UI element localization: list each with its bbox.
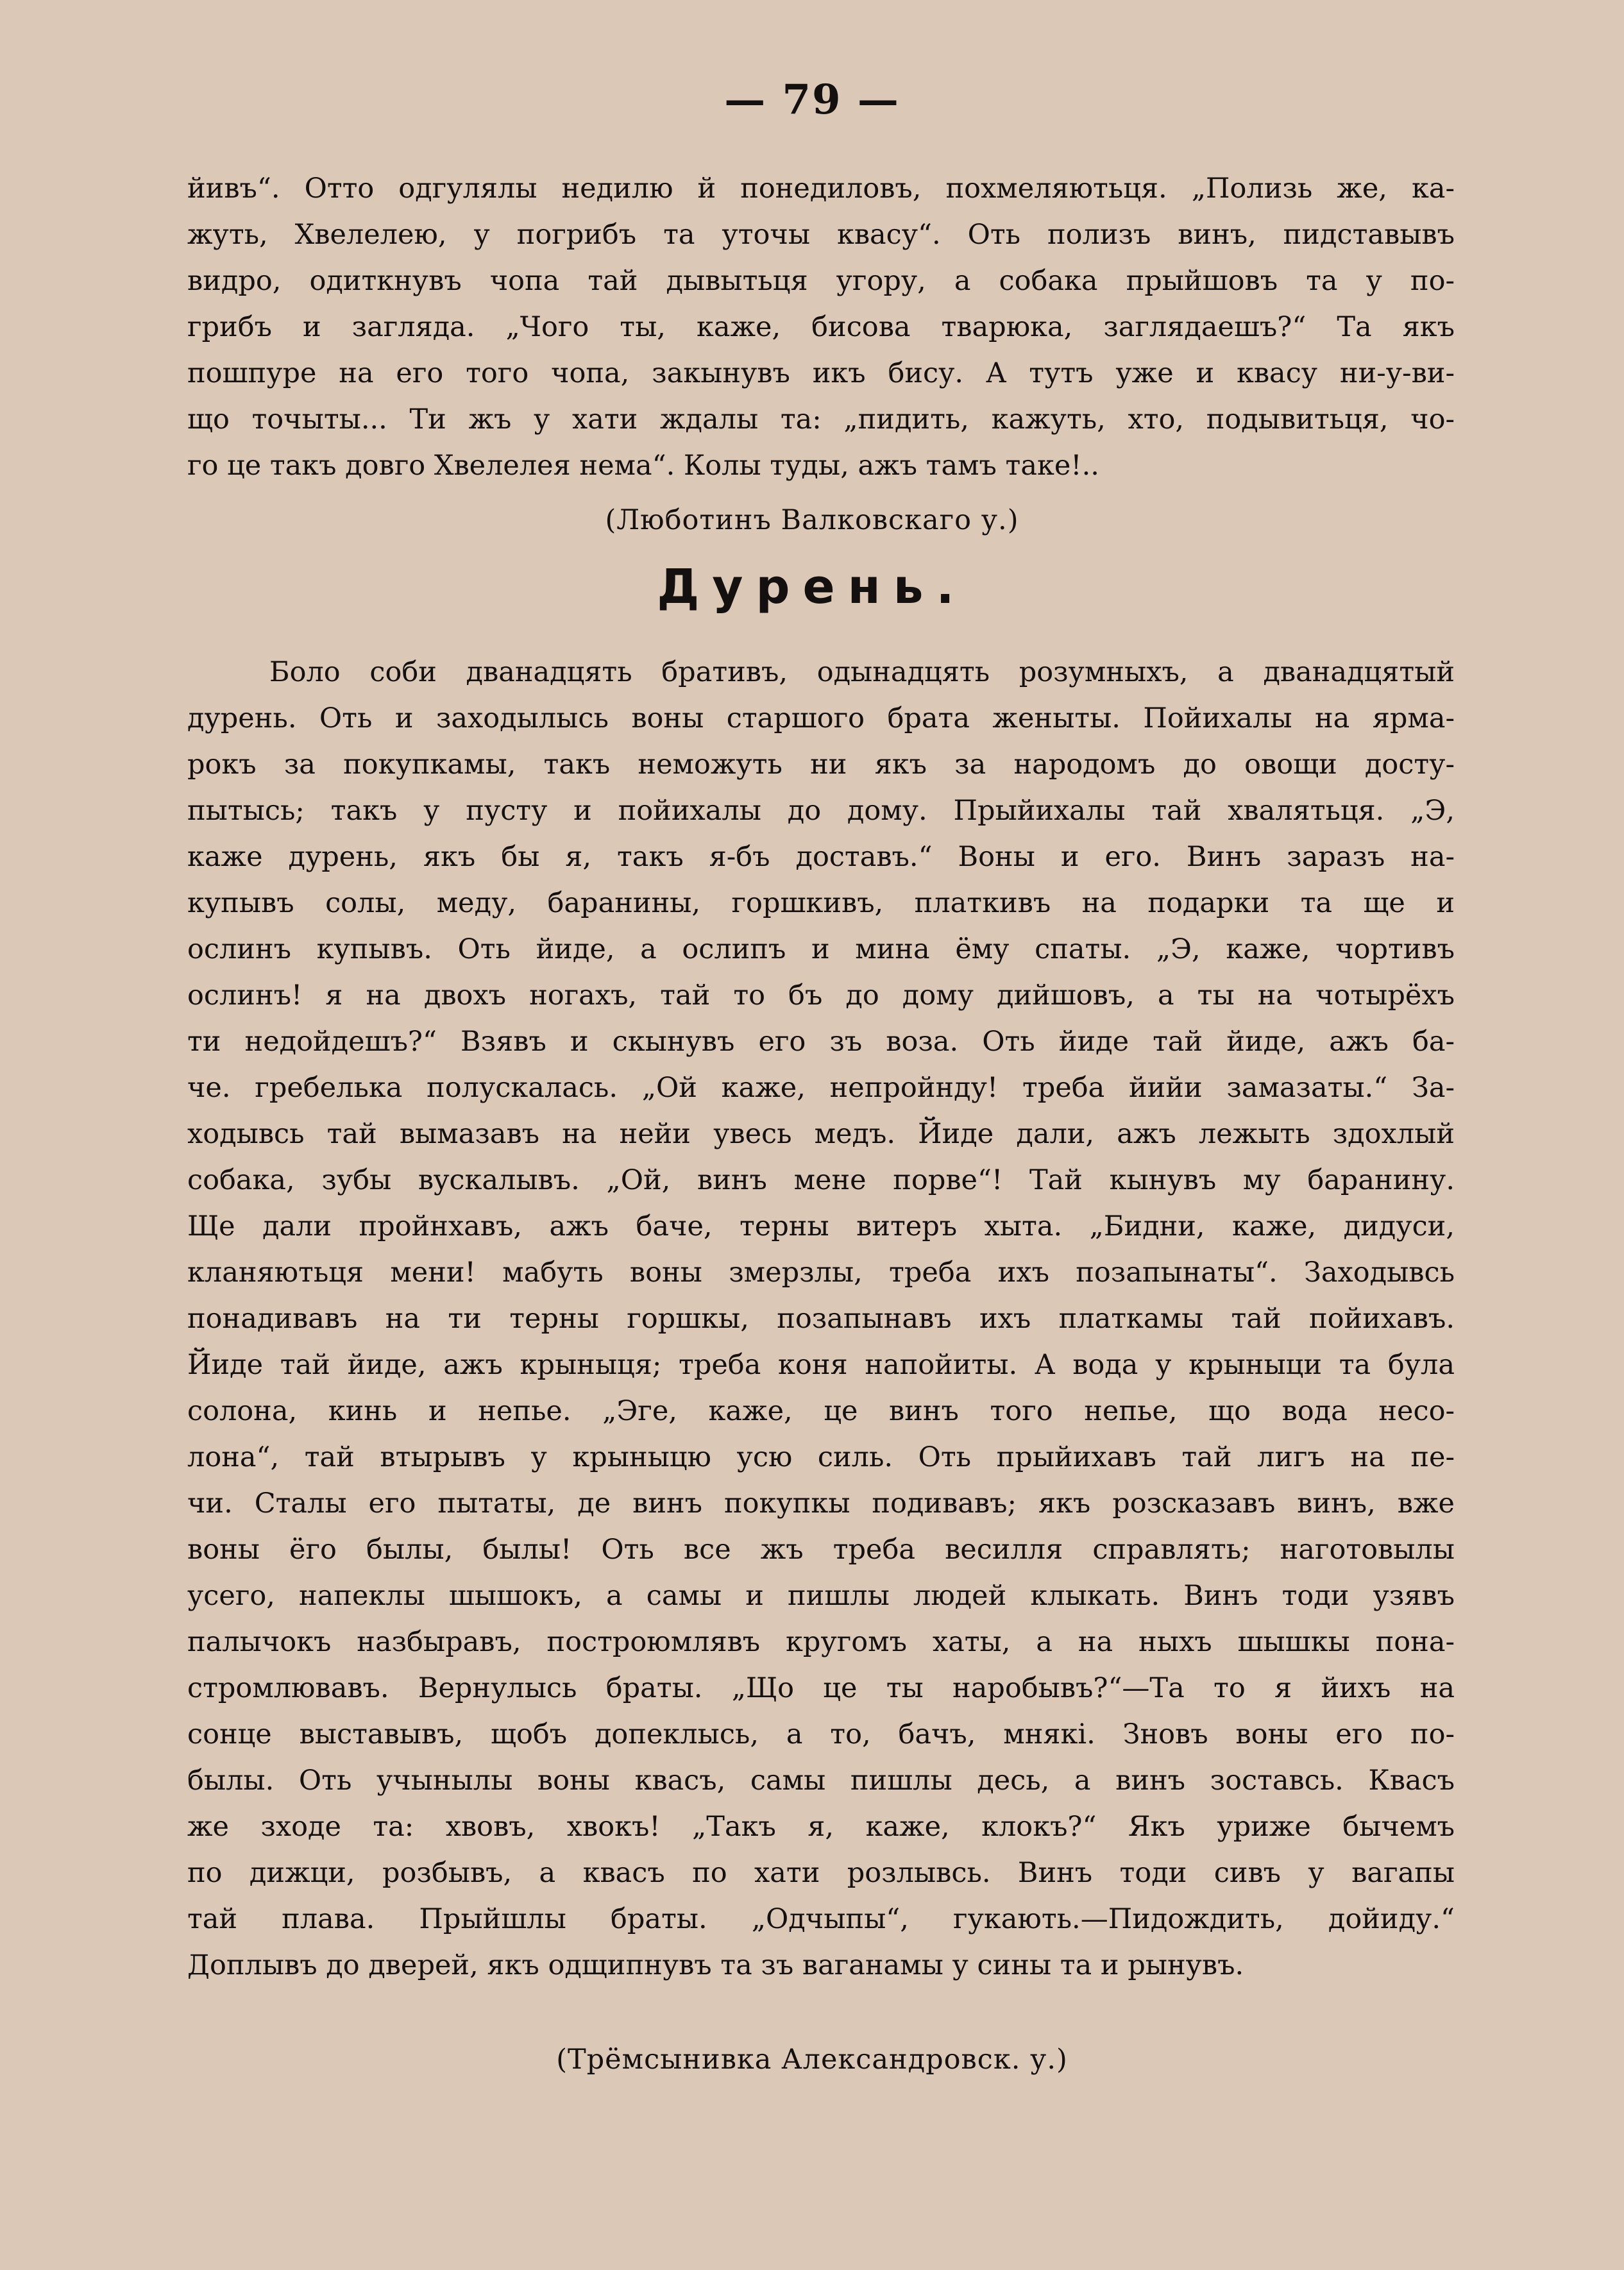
text-line: лона“, тай втырывъ у крыныцю усю силь. Оть прыйихавъ тай лигъ на пе- <box>187 1441 1455 1473</box>
text-line: солона, кинь и непье. „Эге, каже, це винъ того непье, що вода несо- <box>187 1395 1455 1427</box>
text-line: йивъ“. Отто одгулялы недилю й понедиловъ, похмеляютьця. „Полизь же, ка- <box>187 173 1455 205</box>
story2-source: (Трёмсынивка Александровск. у.) <box>556 2044 1068 2076</box>
text-line: ослинъ купывъ. Оть йиде, а ослипъ и мина ёму спаты. „Э, каже, чортивъ <box>187 933 1455 965</box>
text-line: купывъ солы, меду, баранины, горшкивъ, платкивъ на подарки та ще и <box>187 887 1455 919</box>
story1-source: (Люботинъ Валковскаго у.) <box>605 504 1019 536</box>
text-line: воны ёго былы, былы! Оть все жъ треба весилля справлять; наготовылы <box>187 1534 1455 1566</box>
text-line: видро, одиткнувъ чопа тай дывытьця угору, а собака прыйшовъ та у по- <box>187 265 1455 297</box>
text-line: пошпуре на его того чопа, закынувъ икъ бису. А тутъ уже и квасу ни-у-ви- <box>187 357 1455 389</box>
text-line: жуть, Хвелелею, у погрибъ та уточы квасу“. Оть полизъ винъ, пидставывъ <box>187 219 1455 251</box>
text-line: Доплывъ до дверей, якъ одщипнувъ та зъ ваганамы у сины та и рынувъ. <box>187 1949 1244 1981</box>
text-line: палычокъ назбыравъ, построюмлявъ кругомъ хаты, а на ныхъ шышкы пона- <box>187 1626 1455 1658</box>
story2-title: Дурень. <box>657 559 967 614</box>
text-line: Йиде тай йиде, ажъ крыныця; треба коня напойиты. А вода у крыныци та була <box>187 1349 1455 1381</box>
story1-text <box>187 165 1455 489</box>
story2-text <box>187 649 1455 1988</box>
text-line: що точыты... Ти жъ у хати ждалы та: „пидить, кажуть, хто, подывитьця, чо- <box>187 403 1455 436</box>
text-line: Боло соби дванадцять бративъ, одынадцять розумныхъ, а дванадцятый <box>269 656 1455 688</box>
text-line: Ще дали пройнхавъ, ажъ баче, терны витеръ хыта. „Бидни, каже, дидуси, <box>187 1210 1455 1242</box>
text-line: по дижци, розбывъ, а квасъ по хати розлывсь. Винъ тоди сивъ у вaгапы <box>187 1857 1455 1889</box>
text-line: ослинъ! я на двохъ ногахъ, тай то бъ до дому дийшовъ, а ты на чотырёхъ <box>187 979 1455 1012</box>
text-line: же зходе та: хвовъ, хвокъ! „Такъ я, каже, клокъ?“ Якъ уриже бычемъ <box>187 1811 1455 1843</box>
text-line: ти недойдешъ?“ Взявъ и скынувъ его зъ воза. Оть йиде тай йиде, ажъ ба- <box>187 1026 1455 1058</box>
text-line: былы. Оть учынылы воны квасъ, самы пишлы десь, а винъ зоставсь. Квасъ <box>187 1765 1455 1797</box>
text-line: че. гребелька полускалась. „Ой каже, непройнду! треба йийи замазаты.“ За- <box>187 1072 1455 1104</box>
text-line: ходывсь тай вымазавъ на нейи увесь медъ. Йиде дали, ажъ лежыть здохлый <box>187 1118 1455 1150</box>
text-line: собака, зубы вyскалывъ. „Ой, винъ мене порве“! Тай кынувъ му баранину. <box>187 1164 1455 1196</box>
text-line: тай плава. Прыйшлы браты. „Одчыпы“, гукають.—Пидождить, дойиду.“ <box>187 1903 1455 1935</box>
text-line: кланяютьця мени! мабуть воны змерзлы, треба ихъ позапынаты“. Заходывсь <box>187 1257 1455 1289</box>
text-line: го це такъ довго Хвелелея нема“. Колы туды, ажъ тамъ таке!.. <box>187 450 1099 482</box>
text-line: сонце выставывъ, щобъ допеклысь, а то, бачъ, мнякi. Зновъ воны его по- <box>187 1718 1455 1750</box>
text-line: каже дурень, якъ бы я, такъ я-бъ доставъ.“ Воны и его. Винъ заразъ на- <box>187 841 1455 873</box>
text-line: стромлювавъ. Вернулысь браты. „Що це ты наробывъ?“—Та то я йихъ на <box>187 1672 1455 1704</box>
text-line: рокъ за покупкамы, такъ неможуть ни якъ за народомъ до овощи досту- <box>187 749 1455 781</box>
text-line: дурень. Оть и заходылысь воны старшого брата женыты. Пойихалы на ярма- <box>187 702 1455 734</box>
text-line: грибъ и заглядa. „Чого ты, каже, бисова тварюка, заглядаешъ?“ Та якъ <box>187 311 1455 343</box>
text-line: усего, напеклы шышокъ, а самы и пишлы людей клыкать. Винъ тоди узявъ <box>187 1580 1455 1612</box>
text-line: чи. Сталы его пытаты, де винъ покупкы подивавъ; якъ розсказавъ винъ, вже <box>187 1487 1455 1520</box>
page-number: — 79 — <box>724 76 900 124</box>
text-line: пытысь; такъ у пусту и пойихалы до дому. Прыйихалы тай хвалятьця. „Э, <box>187 795 1455 827</box>
text-line: понадивавъ на ти терны горшкы, позапынавъ ихъ платкамы тай пойихавъ. <box>187 1303 1455 1335</box>
